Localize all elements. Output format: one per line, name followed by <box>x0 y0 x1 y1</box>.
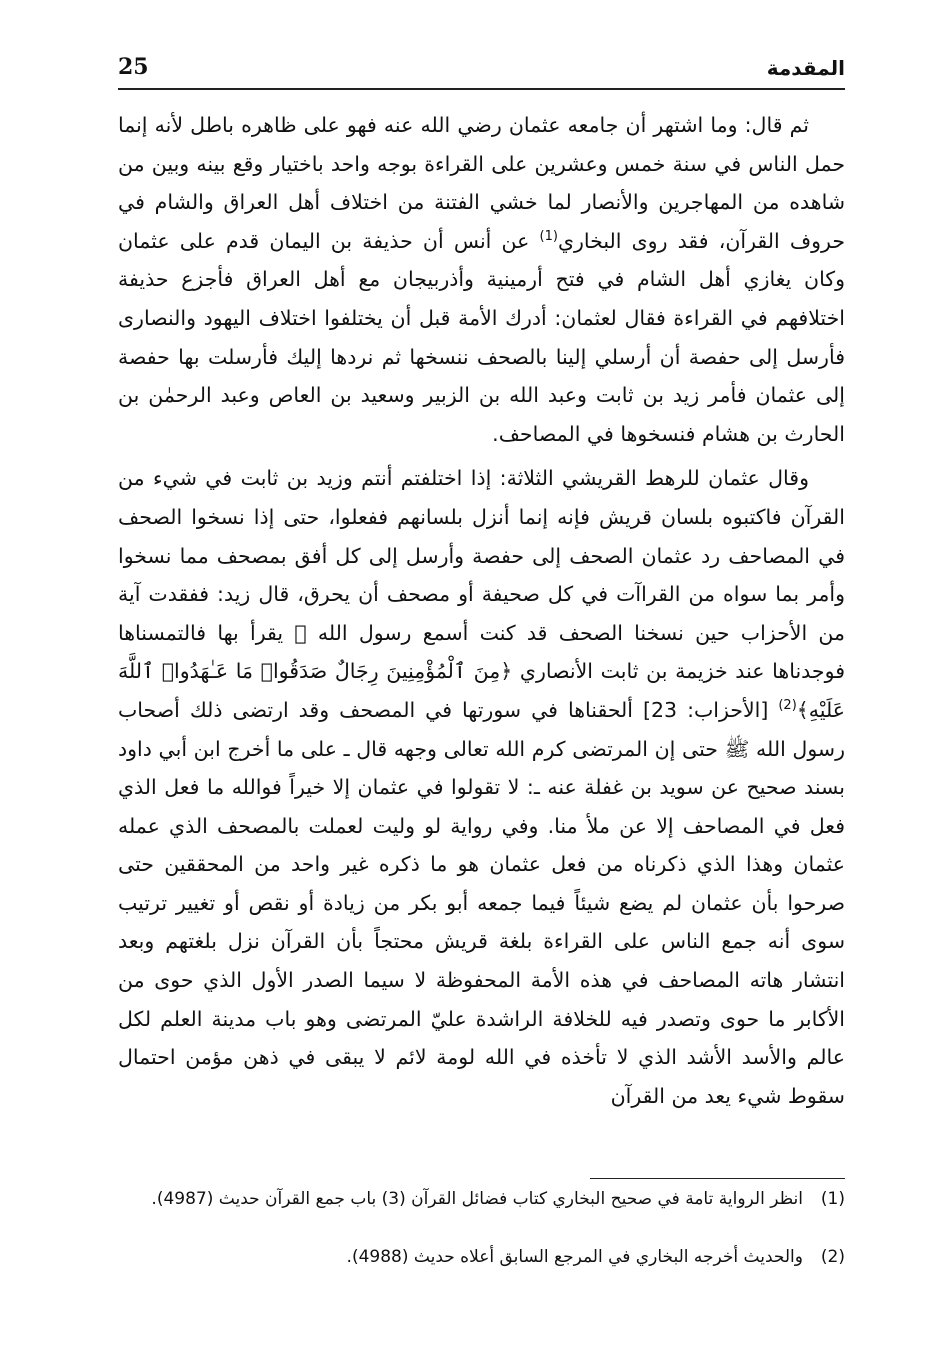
running-title: المقدمة <box>766 56 845 80</box>
paragraph-2 <box>118 459 845 1115</box>
main-text <box>118 106 845 1115</box>
paragraph-1 <box>118 106 845 453</box>
paragraph-2-text: وقال عثمان للرهط القريشي الثلاثة: إذا اختلفتم أنتم وزيد بن ثابت في شيء من القرآن فاكتبوه بلسان قريش فإنه إنما أنزل بلسانهم ففعلوا، حتى إذا نسخوا الصحف في المصاحف رد عثمان الصحف إلى حفصة وأرسل إلى كل أفق بمصحف مما نسخوا وأمر بما سواه من القراآت في كل صحيفة أو مصحف أن يحرق، قال زيد: ففقدت آية من الأحزاب حين نسخنا الصحف قد كنت أسمع رسول الله ﷺ يقرأ بها فالتمسناها فوجدناها عند خزيمة بن ثابت الأنصاري ﴿مِنَ ٱلْمُؤْمِنِينَ رِجَالٌ صَدَقُوا۟ مَا عَـٰهَدُوا۟ ٱللَّهَ عَلَيْهِ﴾ <box>118 466 845 722</box>
footnote-ref-1: (1) <box>539 228 558 244</box>
footnote-text: انظر الرواية تامة في صحيح البخاري كتاب فضائل القرآن (3) باب جمع القرآن حديث (4987). <box>151 1189 803 1209</box>
paragraph-1-text: ثم قال: وما اشتهر أن جامعه عثمان رضي الله عنه فهو على ظاهره باطل لأنه إنما حمل الناس في سنة خمس وعشرين على القراءة بوجه واحد باختيار وقع بينه وبين من شاهده من المهاجرين والأنصار لما خشي الفتنة من اختلاف أهل العراق والشام في حروف القرآن، فقد روى البخاري <box>118 113 845 253</box>
paragraph-1-continued: عن أنس أن حذيفة بن اليمان قدم على عثمان وكان يغازي أهل الشام في فتح أرمينية وأذربيجان مع أهل العراق فأجزع حذيفة اختلافهم في القراءة فقال لعثمان: أدرك الأمة قبل أن يختلفوا اختلاف اليهود والنصارى فأرسل إلى حفصة أن أرسلي إلينا بالصحف ننسخها ثم نردها إليك فأرسلت بها حفصة إلى عثمان فأمر زيد بن ثابت وعبد الله بن الزبير وسعيد بن العاص وعبد الرحمٰن بن الحارث بن هشام فنسخوها في المصاحف. <box>118 228 845 446</box>
footnotes <box>118 1184 845 1272</box>
page-header <box>118 52 845 88</box>
footnote-text: والحديث أخرجه البخاري في المرجع السابق أعلاه حديث (4988). <box>346 1247 803 1267</box>
footnote-number: (1) <box>820 1189 845 1209</box>
footnote-number: (2) <box>820 1247 845 1267</box>
footnote-ref-2: (2) <box>778 698 797 714</box>
paragraph-2-continued: [الأحزاب: 23] ألحقناها في سورتها في المصحف وقد ارتضى ذلك أصحاب رسول الله ﷺ حتى إن المرتضى كرم الله تعالى وجهه قال ـ على ما أخرج ابن أبي داود بسند صحيح عن سويد بن غفلة عنه ـ: لا تقولوا في عثمان إلا خيراً فوالله ما فعل الذي فعل في المصاحف إلا عن ملأ منا. وفي رواية لو وليت لعملت بالمصحف الذي عمله عثمان وهذا الذي ذكرناه من فعل عثمان هو ما ذكره غير واحد من المحققين حتى صرحوا بأن عثمان لم يضع شيئاً فيما جمعه أبو بكر من زيادة أو نقص أو تغيير ترتيب سوى أنه جمع الناس على القراءة بلغة قريش محتجاً بأن القرآن نزل بلغتهم وبعد انتشار هاته المصاحف في هذه الأمة المحفوظة لا سيما الصدر الأول الذي حوى من الأكابر ما حوى وتصدر فيه للخلافة الراشدة عليّ المرتضى وهو باب مدينة العلم لكل عالم والأسد الأشد الذي لا تأخذه في الله لومة لائم لا يبقى في ذهن مؤمن احتمال سقوط شيء يعد من القرآن <box>118 697 845 1108</box>
footnote-2 <box>118 1242 845 1272</box>
footnote-separator <box>590 1178 845 1179</box>
header-rule <box>118 88 845 90</box>
page-number: 25 <box>118 54 149 80</box>
footnote-1 <box>118 1184 845 1214</box>
